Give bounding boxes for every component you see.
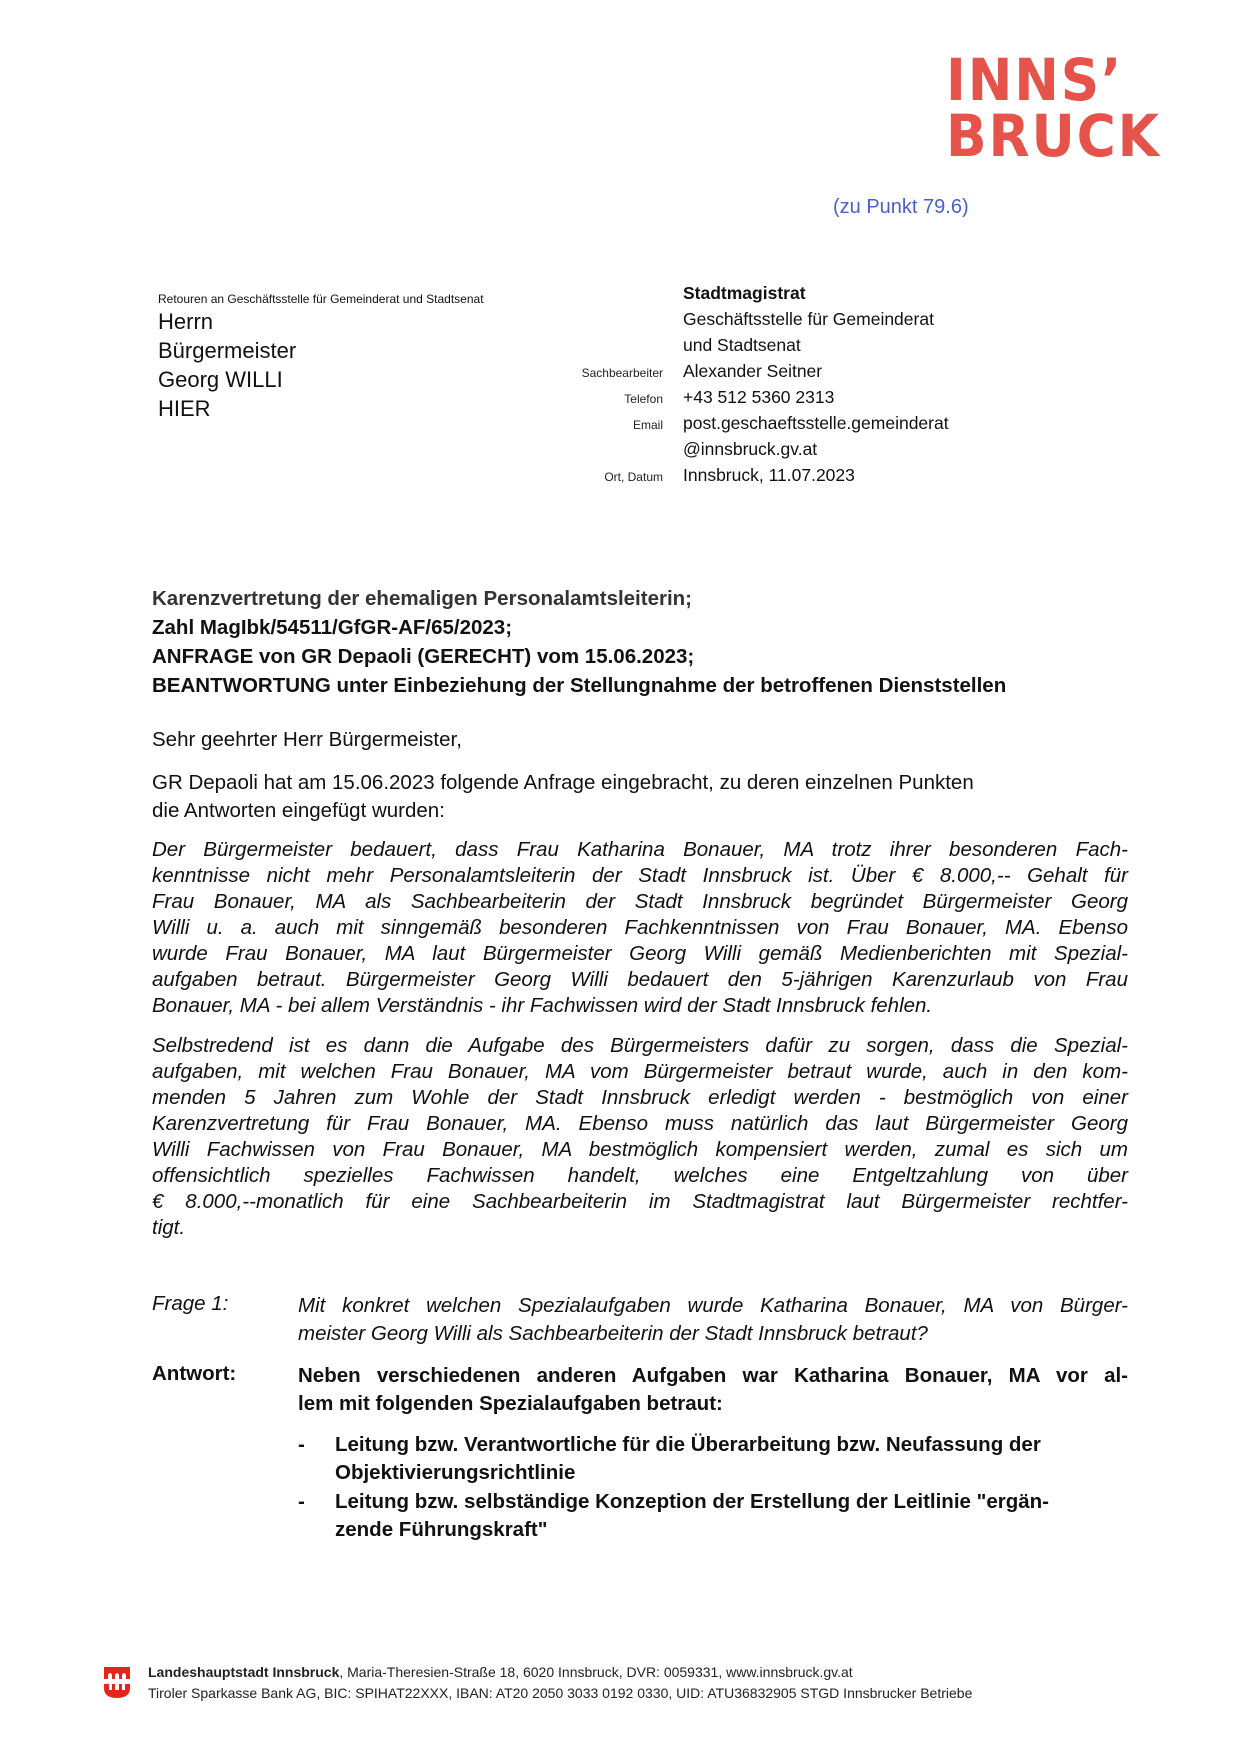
bullet-dash: - [298,1490,305,1513]
quote-line: Bonauer, MA - bei allem Verständnis - ihr Fachwissen wird der Stadt Innsbruck fehlen. [152,994,933,1017]
recipient-line: HIER [158,396,211,421]
return-address-line: Retouren an Geschäftsstelle für Gemeinderat und Stadtsenat [158,292,484,306]
question-label: Frage 1: [152,1292,229,1315]
innsbruck-logo [946,46,1196,170]
bullet-line: Leitung bzw. Verantwortliche für die Überarbeitung bzw. Neufassung der [335,1433,1041,1456]
quote-line: Willi Fachwissen von Frau Bonauer, MA bestmöglich kompensiert werden, zumal es sich um [152,1138,1128,1161]
email-label: Email [632,418,663,432]
email-address: post.geschaeftsstelle.gemeinderat [683,413,949,433]
answer-text [298,1362,1128,1418]
quote-line: offensichtlich spezielles Fachwissen handelt, welches eine Entgeltzahlung von über [152,1164,1128,1187]
bullet-item [298,1488,1128,1544]
subject-title: Karenzvertretung der ehemaligen Personalamtsleiterin; [152,587,693,610]
sender-info-block [560,283,1060,491]
agenda-reference: (zu Punkt 79.6) [833,196,969,218]
sender-department-cont: und Stadtsenat [683,335,801,355]
quote-line: Frau Bonauer, MA als Sachbearbeiterin der Stadt Innsbruck begründet Bürgermeister Georg [152,890,1128,913]
quote-line: wurde Frau Bonauer, MA laut Bürgermeister Georg Willi gemäß Medienberichten mit Spezial- [152,942,1128,965]
answer-line: Neben verschiedenen anderen Aufgaben war Katharina Bonauer, MA vor al- [298,1364,1128,1387]
quote-line: aufgaben betraut. Bürgermeister Georg Willi bedauert den 5-jährigen Karenzurlaub von Frau [152,968,1128,991]
place-date: Innsbruck, 11.07.2023 [683,465,855,485]
bullet-line: zende Führungskraft" [335,1518,548,1541]
inquiry-quote-paragraph-2 [152,1033,1128,1241]
answer-bullet-list [298,1431,1128,1545]
recipient-line: Herrn [158,309,214,334]
phone-number: +43 512 5360 2313 [683,387,835,407]
letterhead-footer [103,1662,972,1704]
answer-line: lem mit folgenden Spezialaufgaben betraut: [298,1392,723,1415]
sender-office: Stadtmagistrat [683,283,806,303]
question-text [298,1292,1128,1348]
quote-line: Selbstredend ist es dann die Aufgabe des Bürgermeisters dafür zu sorgen, dass die Spezial- [152,1034,1128,1057]
subject-inquiry: ANFRAGE von GR Depaoli (GERECHT) vom 15.06.2023; [152,645,695,668]
bullet-item [298,1431,1128,1487]
intro-line: die Antworten eingefügt wurden: [152,799,445,822]
question-line: meister Georg Willi als Sachbearbeiterin der Stadt Innsbruck betraut? [298,1322,928,1345]
email-address-cont: @innsbruck.gv.at [683,439,818,459]
phone-label: Telefon [624,392,663,406]
bullet-dash: - [298,1433,305,1456]
logo-line-2: BRUCK [946,102,1161,170]
bullet-line: Objektivierungsrichtlinie [335,1461,576,1484]
quote-line: Willi u. a. auch mit sinngemäß besonderen Fachkenntnissen von Frau Bonauer, MA. Ebenso [152,916,1128,939]
quote-line: € 8.000,--monatlich für eine Sachbearbeiterin im Stadtmagistrat laut Bürgermeister rechtfer- [152,1190,1128,1213]
footer-organization: Landeshauptstadt Innsbruck [148,1664,340,1680]
intro-paragraph [152,769,1122,825]
quote-line: menden 5 Jahren zum Wohle der Stadt Innsbruck erledigt werden - bestmöglich von einer [152,1086,1128,1109]
intro-line: GR Depaoli hat am 15.06.2023 folgende Anfrage eingebracht, zu deren einzelnen Punkten [152,771,974,794]
answer-label: Antwort: [152,1362,237,1385]
place-date-label: Ort, Datum [604,470,663,484]
quote-line: Karenzvertretung für Frau Bonauer, MA. Ebenso muss natürlich das laut Bürgermeister Georg [152,1112,1128,1135]
footer-address: , Maria-Theresien-Straße 18, 6020 Innsbruck, DVR: 0059331, www.innsbruck.gv.at [339,1664,853,1680]
quote-line: aufgaben, mit welchen Frau Bonauer, MA vom Bürgermeister betraut wurde, auch in den kom- [152,1060,1128,1083]
footer-bank-details: Tiroler Sparkasse Bank AG, BIC: SPIHAT22XXX, IBAN: AT20 2050 3033 0192 0330, UID: ATU36832905 STGD Innsbrucker Betriebe [148,1685,973,1701]
sender-department: Geschäftsstelle für Gemeinderat [683,309,934,329]
clerk-name: Alexander Seitner [683,361,823,381]
quote-line: tigt. [152,1216,186,1239]
clerk-label: Sachbearbeiter [581,366,663,380]
recipient-line: Georg WILLI [158,367,283,392]
subject-response: BEANTWORTUNG unter Einbeziehung der Stellungnahme der betroffenen Dienststellen [152,674,1007,697]
inquiry-quote-paragraph-1 [152,837,1128,1019]
subject-block [152,584,1006,700]
question-line: Mit konkret welchen Spezialaufgaben wurde Katharina Bonauer, MA von Bürger- [298,1294,1128,1317]
quote-line: kenntnisse nicht mehr Personalamtsleiterin der Stadt Innsbruck ist. Über € 8.000,-- Gehalt für [152,864,1128,887]
bullet-line: Leitung bzw. selbständige Konzeption der Erstellung der Leitlinie "ergän- [335,1490,1049,1513]
salutation: Sehr geehrter Herr Bürgermeister, [152,728,462,751]
recipient-line: Bürgermeister [158,338,297,363]
quote-line: Der Bürgermeister bedauert, dass Frau Katharina Bonauer, MA trotz ihrer besonderen Fach- [152,838,1128,861]
logo-line-1: INNS’ [946,46,1124,114]
recipient-address [158,307,296,423]
subject-reference-number: Zahl MagIbk/54511/GfGR-AF/65/2023; [152,616,513,639]
